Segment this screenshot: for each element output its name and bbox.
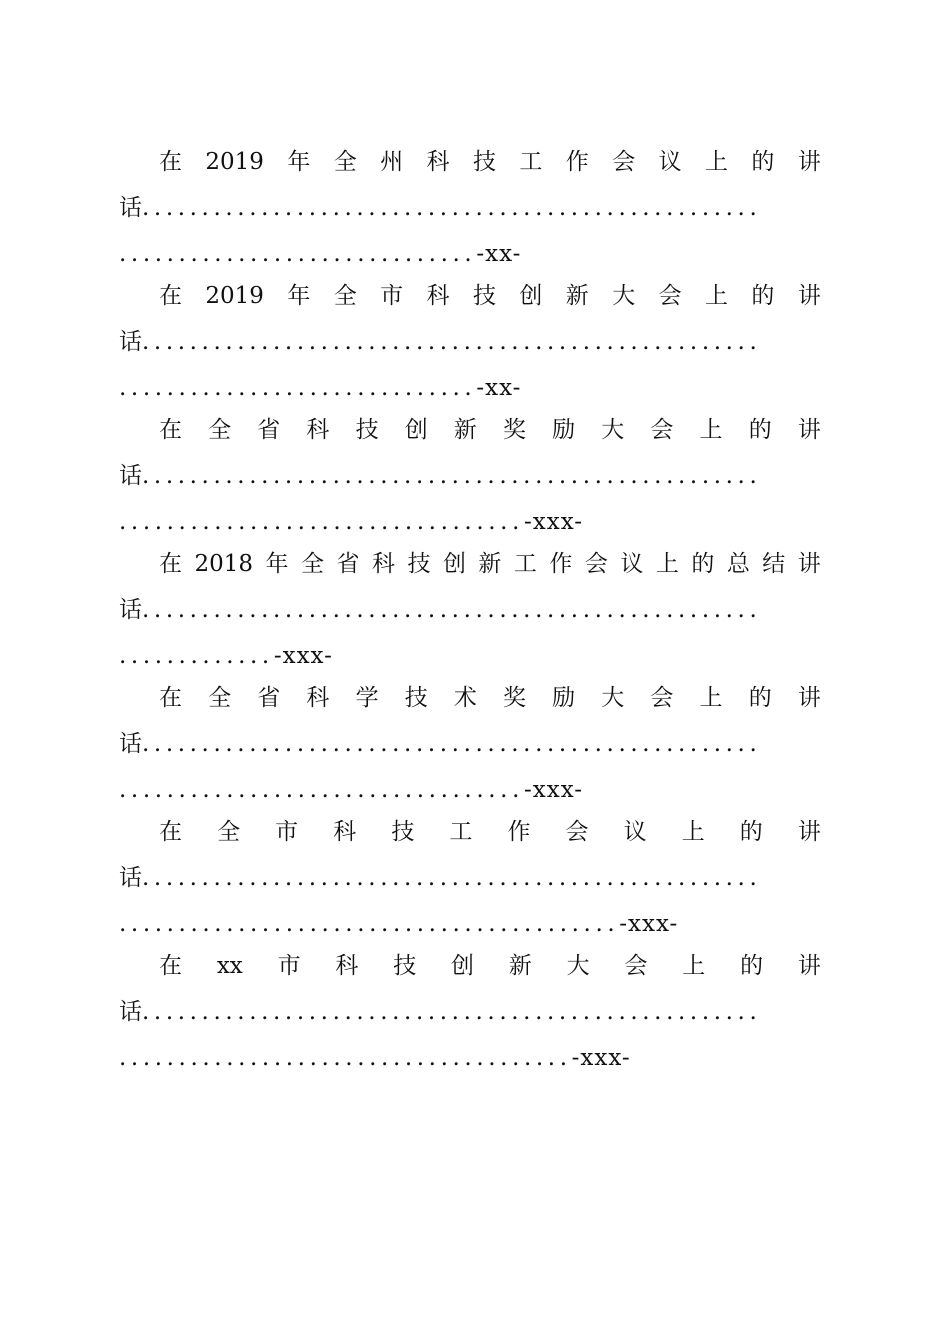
- title-char: 讲: [797, 417, 821, 443]
- title-char: 的: [751, 149, 775, 175]
- title-char: 奖: [502, 685, 526, 711]
- title-char: 讲: [797, 819, 821, 845]
- page-number: -xx-: [476, 241, 522, 267]
- title-char: 会: [624, 953, 648, 979]
- title-char: 讲: [797, 283, 821, 309]
- title-char: 创: [519, 283, 543, 309]
- title-char: 的: [748, 417, 772, 443]
- title-char: 会: [658, 283, 682, 309]
- table-of-contents: [119, 140, 821, 1078]
- title-char: 技: [472, 149, 496, 175]
- title-char: 的: [739, 819, 763, 845]
- title-char: 年: [287, 283, 311, 309]
- title-char: 2018: [194, 551, 254, 577]
- toc-entry[interactable]: [119, 140, 821, 274]
- title-char: 术: [453, 685, 477, 711]
- dot-leader: ..........................................: [119, 911, 620, 937]
- title-char: 科: [426, 283, 450, 309]
- title-char: 在: [159, 819, 182, 845]
- title-char: 大: [601, 417, 625, 443]
- title-char: 创: [404, 417, 428, 443]
- title-char: 在: [159, 417, 182, 443]
- title-continuation: 话: [119, 329, 142, 355]
- title-char: 市: [277, 953, 301, 979]
- toc-entry-page-line: [119, 634, 821, 678]
- title-char: 上: [699, 417, 723, 443]
- dot-leader: ....................................................: [142, 865, 762, 891]
- toc-entry[interactable]: [119, 810, 821, 944]
- title-char: 科: [426, 149, 450, 175]
- title-char: 新: [453, 417, 477, 443]
- title-char: 科: [306, 685, 330, 711]
- title-char: 全: [333, 283, 357, 309]
- toc-entry-title: [119, 810, 821, 854]
- title-char: 技: [393, 953, 417, 979]
- title-char: 讲: [797, 551, 821, 577]
- title-continuation: 话: [119, 463, 142, 489]
- page-number: -xx-: [476, 375, 522, 401]
- title-char: 工: [519, 149, 543, 175]
- title-char: 省: [257, 685, 281, 711]
- title-char: 讲: [797, 685, 821, 711]
- title-char: 大: [601, 685, 625, 711]
- toc-entry-continuation-line: [119, 588, 821, 632]
- dot-leader: ..................................: [119, 509, 524, 535]
- toc-entry[interactable]: [119, 542, 821, 676]
- toc-entry-continuation-line: [119, 186, 821, 230]
- title-char: 上: [681, 819, 705, 845]
- title-char: 励: [552, 685, 576, 711]
- title-char: 上: [682, 953, 706, 979]
- title-char: 总: [726, 551, 750, 577]
- title-char: 议: [658, 149, 682, 175]
- toc-entry-continuation-line: [119, 990, 821, 1034]
- title-char: 新: [508, 953, 532, 979]
- title-char: 全: [333, 149, 357, 175]
- title-char: 技: [404, 685, 428, 711]
- page-number: -xxx-: [523, 509, 584, 535]
- title-continuation: 话: [119, 865, 142, 891]
- title-char: 市: [380, 283, 404, 309]
- page-number: -xxx-: [571, 1045, 631, 1071]
- toc-entry[interactable]: [119, 274, 821, 408]
- title-char: 省: [336, 551, 360, 577]
- title-char: 科: [335, 953, 359, 979]
- title-char: 新: [478, 551, 502, 577]
- title-char: 工: [449, 819, 473, 845]
- title-continuation: 话: [119, 731, 142, 757]
- title-char: 作: [565, 149, 589, 175]
- title-char: 在: [159, 685, 182, 711]
- dot-leader: ..............................: [119, 241, 477, 267]
- dot-leader: ....................................................: [142, 329, 762, 355]
- title-char: 年: [265, 551, 289, 577]
- title-char: 技: [391, 819, 415, 845]
- title-char: 在: [159, 953, 182, 979]
- title-char: 创: [442, 551, 466, 577]
- title-char: 奖: [502, 417, 526, 443]
- toc-entry[interactable]: [119, 944, 821, 1078]
- toc-entry-continuation-line: [119, 722, 821, 766]
- title-char: 上: [705, 283, 729, 309]
- title-char: 技: [355, 417, 379, 443]
- title-char: 州: [380, 149, 404, 175]
- title-char: 科: [333, 819, 357, 845]
- title-char: 大: [566, 953, 590, 979]
- title-char: 技: [472, 283, 496, 309]
- toc-entry-continuation-line: [119, 454, 821, 498]
- title-char: 创: [451, 953, 475, 979]
- title-char: 在: [159, 283, 182, 309]
- title-char: 作: [549, 551, 573, 577]
- title-char: 会: [565, 819, 589, 845]
- title-char: 的: [740, 953, 764, 979]
- toc-entry[interactable]: [119, 676, 821, 810]
- toc-entry-page-line: [119, 1036, 821, 1080]
- title-char: 技: [407, 551, 431, 577]
- title-char: 年: [287, 149, 311, 175]
- toc-entry-title: [119, 676, 821, 720]
- toc-entry-title: [119, 408, 821, 452]
- title-char: 全: [217, 819, 241, 845]
- title-char: 作: [507, 819, 531, 845]
- toc-entry-continuation-line: [119, 320, 821, 364]
- toc-entry-page-line: [119, 902, 821, 946]
- toc-entry-page-line: [119, 366, 821, 410]
- title-char: 讲: [797, 149, 821, 175]
- dot-leader: ..................................: [119, 777, 524, 803]
- title-char: 会: [612, 149, 636, 175]
- toc-entry-page-line: [119, 500, 821, 544]
- title-char: 全: [208, 685, 232, 711]
- dot-leader: ....................................................: [142, 597, 762, 623]
- title-char: 的: [748, 685, 772, 711]
- page-number: -xxx-: [523, 777, 584, 803]
- title-char: 上: [705, 149, 729, 175]
- page-number: -xxx-: [619, 911, 679, 937]
- dot-leader: ......................................: [119, 1045, 572, 1071]
- toc-entry-title: [119, 944, 821, 988]
- title-char: 的: [751, 283, 775, 309]
- title-char: 省: [257, 417, 281, 443]
- title-char: 的: [691, 551, 715, 577]
- title-char: 上: [699, 685, 723, 711]
- title-char: 学: [355, 685, 379, 711]
- title-char: 科: [371, 551, 395, 577]
- toc-entry-title: [119, 542, 821, 586]
- title-char: 在: [159, 149, 182, 175]
- page-number: -xxx-: [273, 643, 333, 669]
- title-char: 2019: [205, 283, 264, 309]
- title-continuation: 话: [119, 597, 142, 623]
- title-char: 新: [565, 283, 589, 309]
- title-char: 市: [275, 819, 299, 845]
- title-char: 全: [301, 551, 324, 577]
- title-char: 讲: [797, 953, 821, 979]
- dot-leader: ....................................................: [142, 195, 762, 221]
- title-continuation: 话: [119, 195, 142, 221]
- title-char: 工: [513, 551, 537, 577]
- title-continuation: 话: [119, 999, 142, 1025]
- title-char: 大: [612, 283, 636, 309]
- title-char: 在: [159, 551, 182, 577]
- title-char: 科: [306, 417, 330, 443]
- title-char: 结: [762, 551, 786, 577]
- toc-entry-continuation-line: [119, 856, 821, 900]
- title-char: 会: [650, 685, 674, 711]
- title-char: xx: [216, 953, 243, 979]
- dot-leader: ....................................................: [142, 463, 762, 489]
- dot-leader: ....................................................: [142, 731, 762, 757]
- title-char: 全: [208, 417, 232, 443]
- title-char: 议: [623, 819, 647, 845]
- toc-entry-title: [119, 274, 821, 318]
- toc-entry-page-line: [119, 232, 821, 276]
- dot-leader: ....................................................: [142, 999, 762, 1025]
- dot-leader: .............: [119, 643, 274, 669]
- title-char: 2019: [205, 149, 264, 175]
- title-char: 上: [655, 551, 679, 577]
- dot-leader: ..............................: [119, 375, 477, 401]
- toc-entry[interactable]: [119, 408, 821, 542]
- toc-entry-title: [119, 140, 821, 184]
- title-char: 励: [552, 417, 576, 443]
- title-char: 会: [584, 551, 608, 577]
- title-char: 议: [620, 551, 644, 577]
- toc-entry-page-line: [119, 768, 821, 812]
- title-char: 会: [650, 417, 674, 443]
